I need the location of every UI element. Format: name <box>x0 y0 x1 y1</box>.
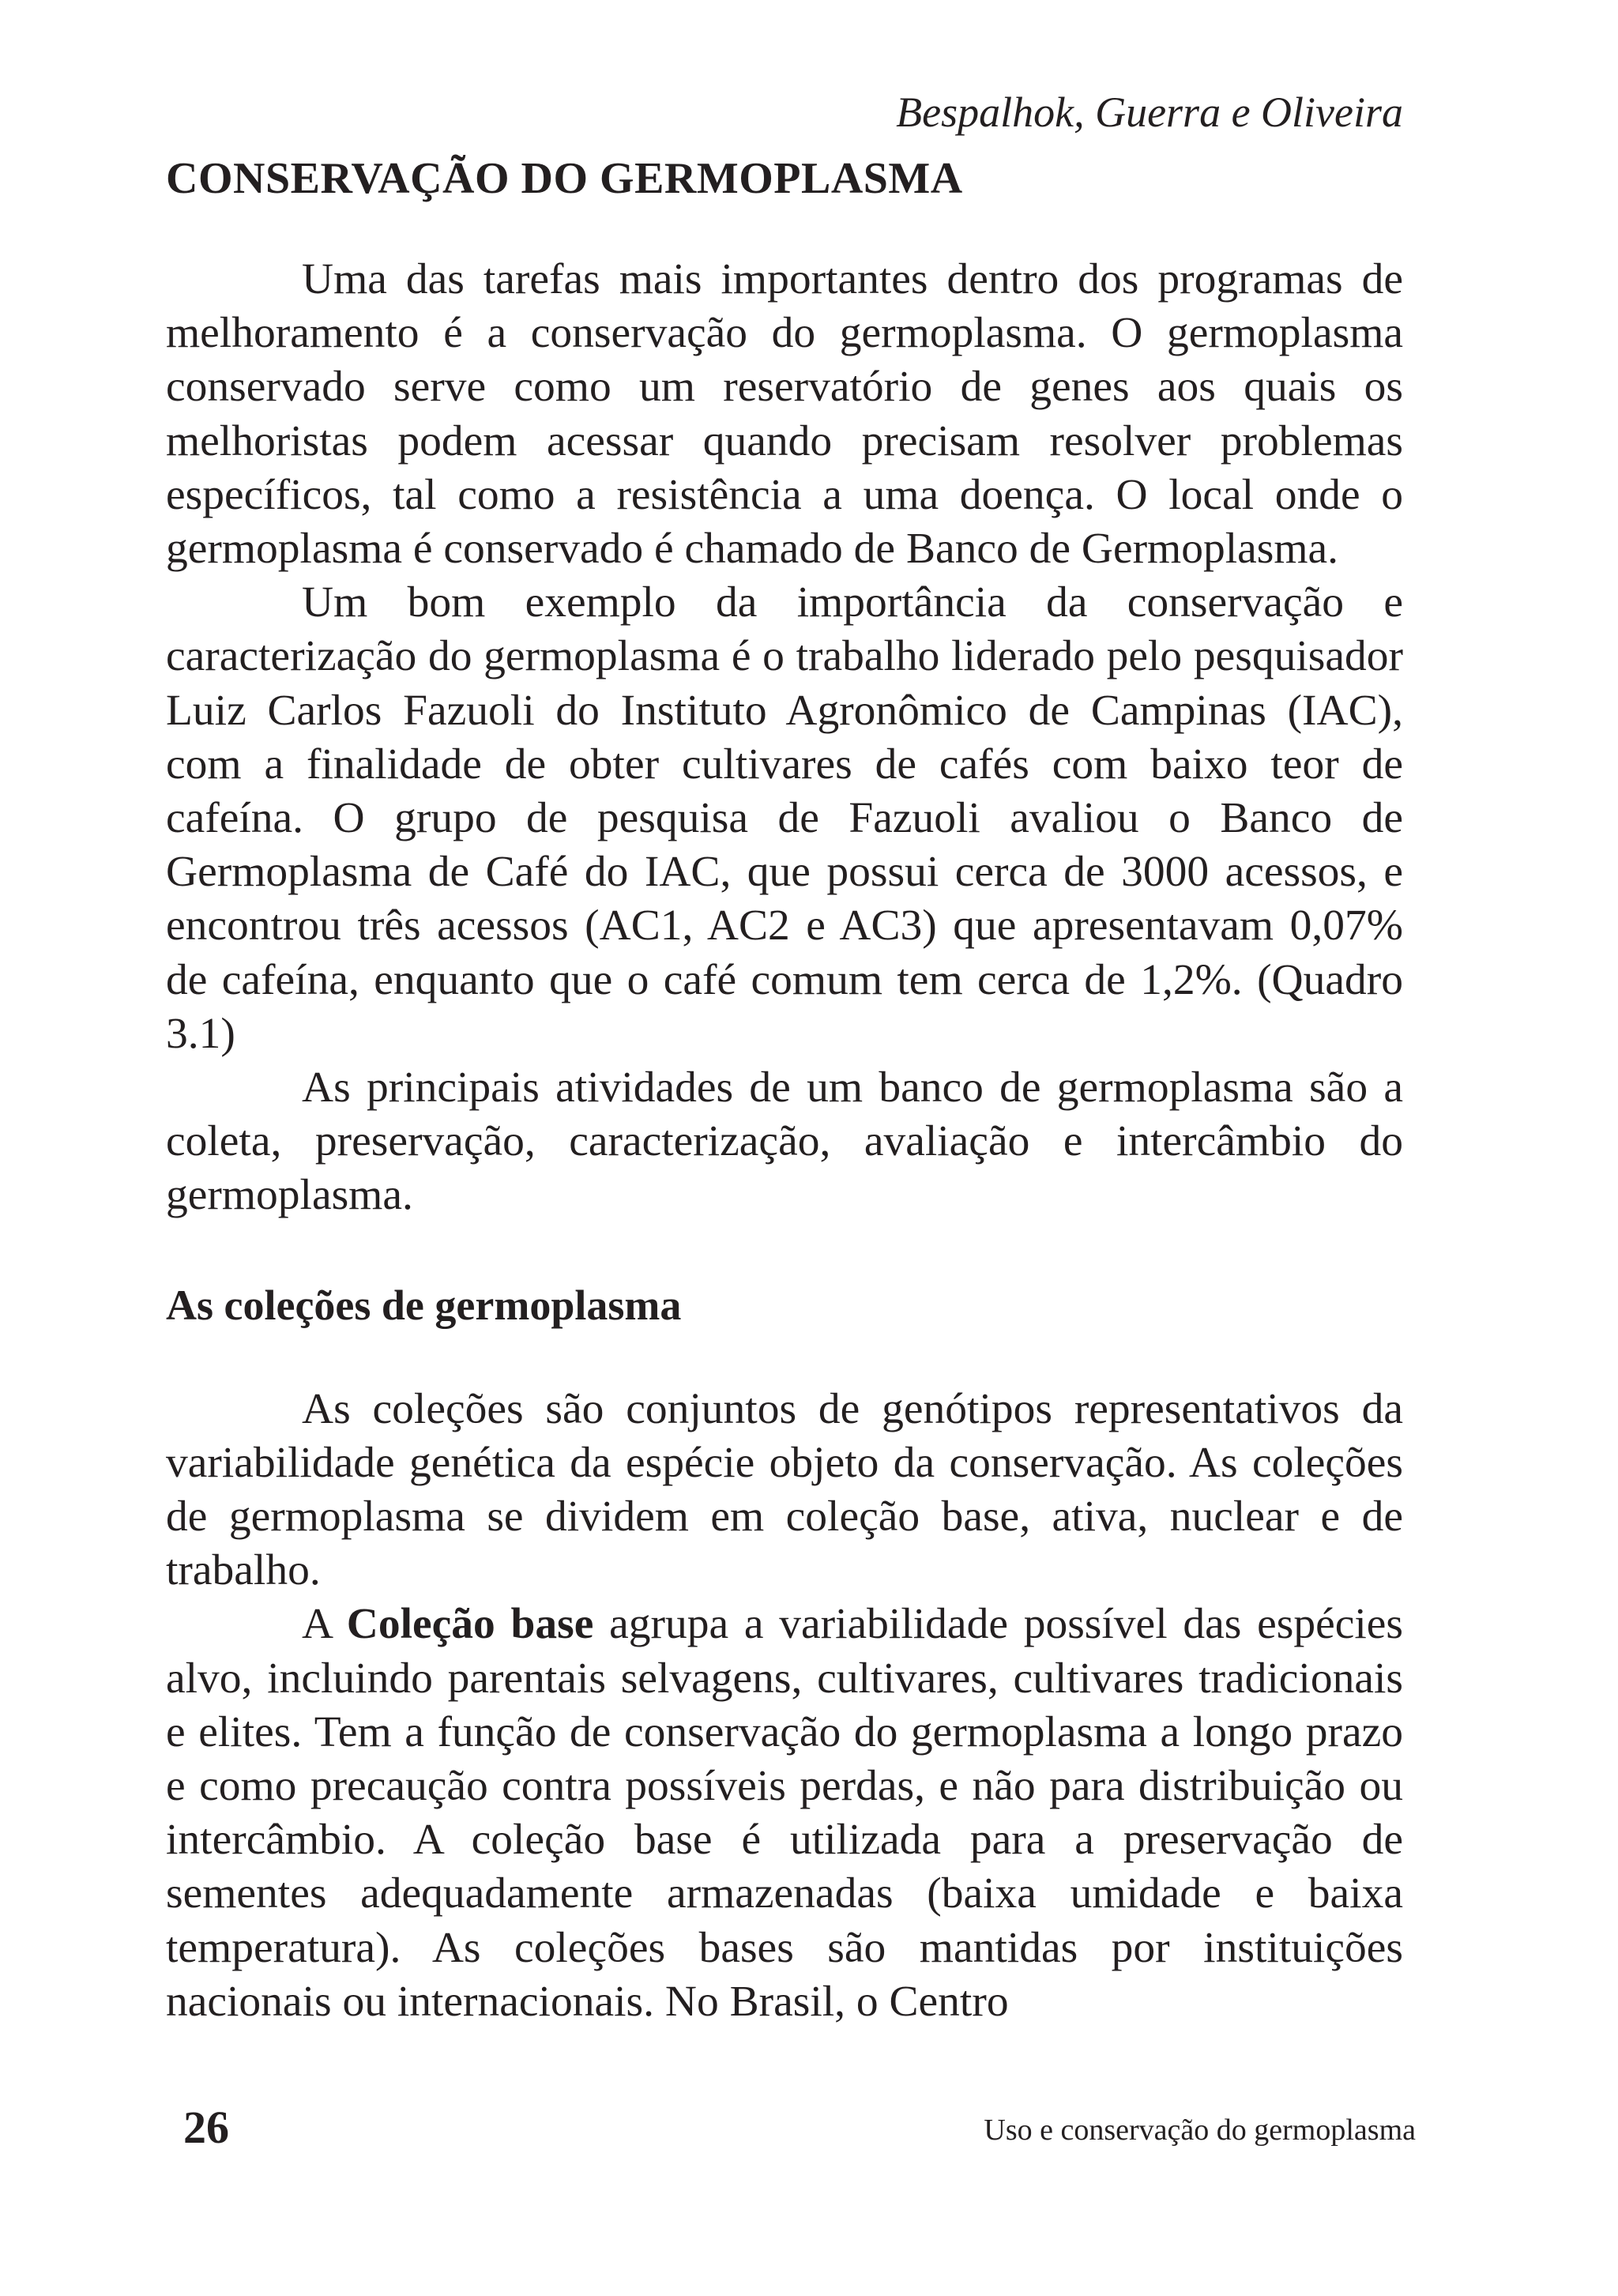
chapter-title: CONSERVAÇÃO DO GERMOPLASMA <box>166 154 963 203</box>
paragraph-colecoes: As coleções são conjuntos de genótipos representativos da variabilidade genética da espécie objeto da conservação. As coleções de germoplasma se dividem em coleção base, ativa, nuclear e de trabalho. <box>166 1384 1403 1595</box>
page-number: 26 <box>183 2102 229 2153</box>
colecao-base-term: Coleção base <box>346 1600 594 1649</box>
paragraph-intro-1: Uma das tarefas mais importantes dentro dos programas de melhoramento é a conservação do germoplasma. O germoplasma conservado serve como um reservatório de genes aos quais os melhoristas podem acessar quando precisam resolver problemas específicos, tal como a resistência a uma doença. O local onde o germoplasma é conservado é chamado de Banco de Germoplasma. <box>166 255 1403 574</box>
body-text <box>166 152 1403 2029</box>
paragraph-intro-3: As principais atividades de um banco de germoplasma são a coleta, preservação, caracterização, avaliação e intercâmbio do germoplasma. <box>166 1063 1403 1220</box>
colecao-base-lead: A <box>302 1600 347 1649</box>
running-header-authors: Bespalhok, Guerra e Oliveira <box>896 88 1403 136</box>
colecao-base-text: agrupa a variabilidade possível das espécies alvo, incluindo parentais selvagens, cultivares, cultivares tradicionais e elites. Tem a função de conservação do germoplasma a longo prazo e como precaução contra possíveis perdas, e não para distribuição ou intercâmbio. A coleção base é utilizada para a preservação de sementes adequadamente armazenadas (baixa umidade e baixa temperatura). As coleções bases são mantidas por instituições nacionais ou internacionais. No Brasil, o Centro <box>166 1600 1403 2026</box>
footer-book-title: Uso e conservação do germoplasma <box>984 2113 1416 2147</box>
paragraph-colecao-base <box>166 1598 1403 2029</box>
paragraph-intro-2: Um bom exemplo da importância da conservação e caracterização do germoplasma é o trabalho liderado pelo pesquisador Luiz Carlos Fazuoli do Instituto Agronômico de Campinas (IAC), com a finalidade de obter cultivares de cafés com baixo teor de cafeína. O grupo de pesquisa de Fazuoli avaliou o Banco de Germoplasma de Café do IAC, que possui cerca de 3000 acessos, e encontrou três acessos (AC1, AC2 e AC3) que apresentavam 0,07% de cafeína, enquanto que o café comum tem cerca de 1,2%. (Quadro 3.1) <box>166 578 1403 1058</box>
section-title: As coleções de germoplasma <box>166 1281 682 1329</box>
